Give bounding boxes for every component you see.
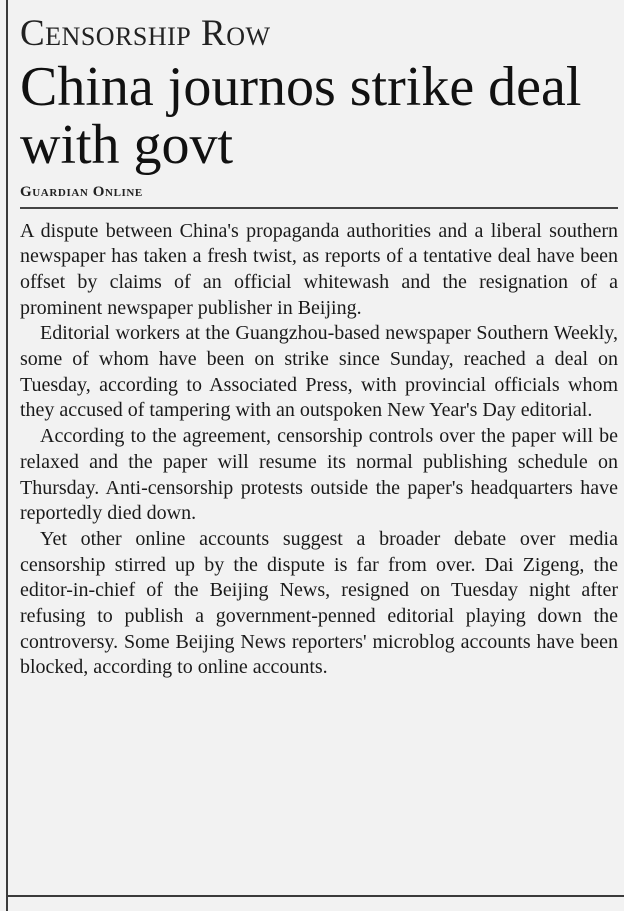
left-column-rule [6,0,8,911]
article [20,14,618,681]
bottom-rule [6,895,624,897]
source-divider [20,207,618,209]
article-source: Guardian Online [20,184,143,200]
paragraph-1: A dispute between China's propaganda authorities and a liberal southern newspaper has taken a fresh twist, as reports of a tentative deal have been offset by claims of an official whitewash and the resignation of a prominent newspaper publisher in Beijing. [20,219,618,319]
article-kicker: Censorship Row [20,13,271,54]
paragraph-2: Editorial workers at the Guangzhou-based newspaper Southern Weekly, some of whom have been on strike since Sunday, reached a deal on Tuesday, according to Associated Press, with provincial officials whom they accused of tampering with an outspoken New Year's Day editorial. [20,322,618,422]
article-body [20,219,618,682]
paragraph-3: According to the agreement, censorship controls over the paper will be relaxed and the paper will resume its normal publishing schedule on Thursday. Anti-censorship protests outside the paper's headquarters have reportedly died down. [20,425,618,525]
paragraph-4: Yet other online accounts suggest a broader debate over media censorship stirred up by the dispute is far from over. Dai Zigeng, the editor-in-chief of the Beijing News, resigned on Tuesday night after refusing to publish a government-penned editorial playing down the controversy. Some Beijing News reporters' microblog accounts have been blocked, according to online accounts. [20,527,618,679]
article-headline: China journos strike deal with govt [20,56,582,176]
